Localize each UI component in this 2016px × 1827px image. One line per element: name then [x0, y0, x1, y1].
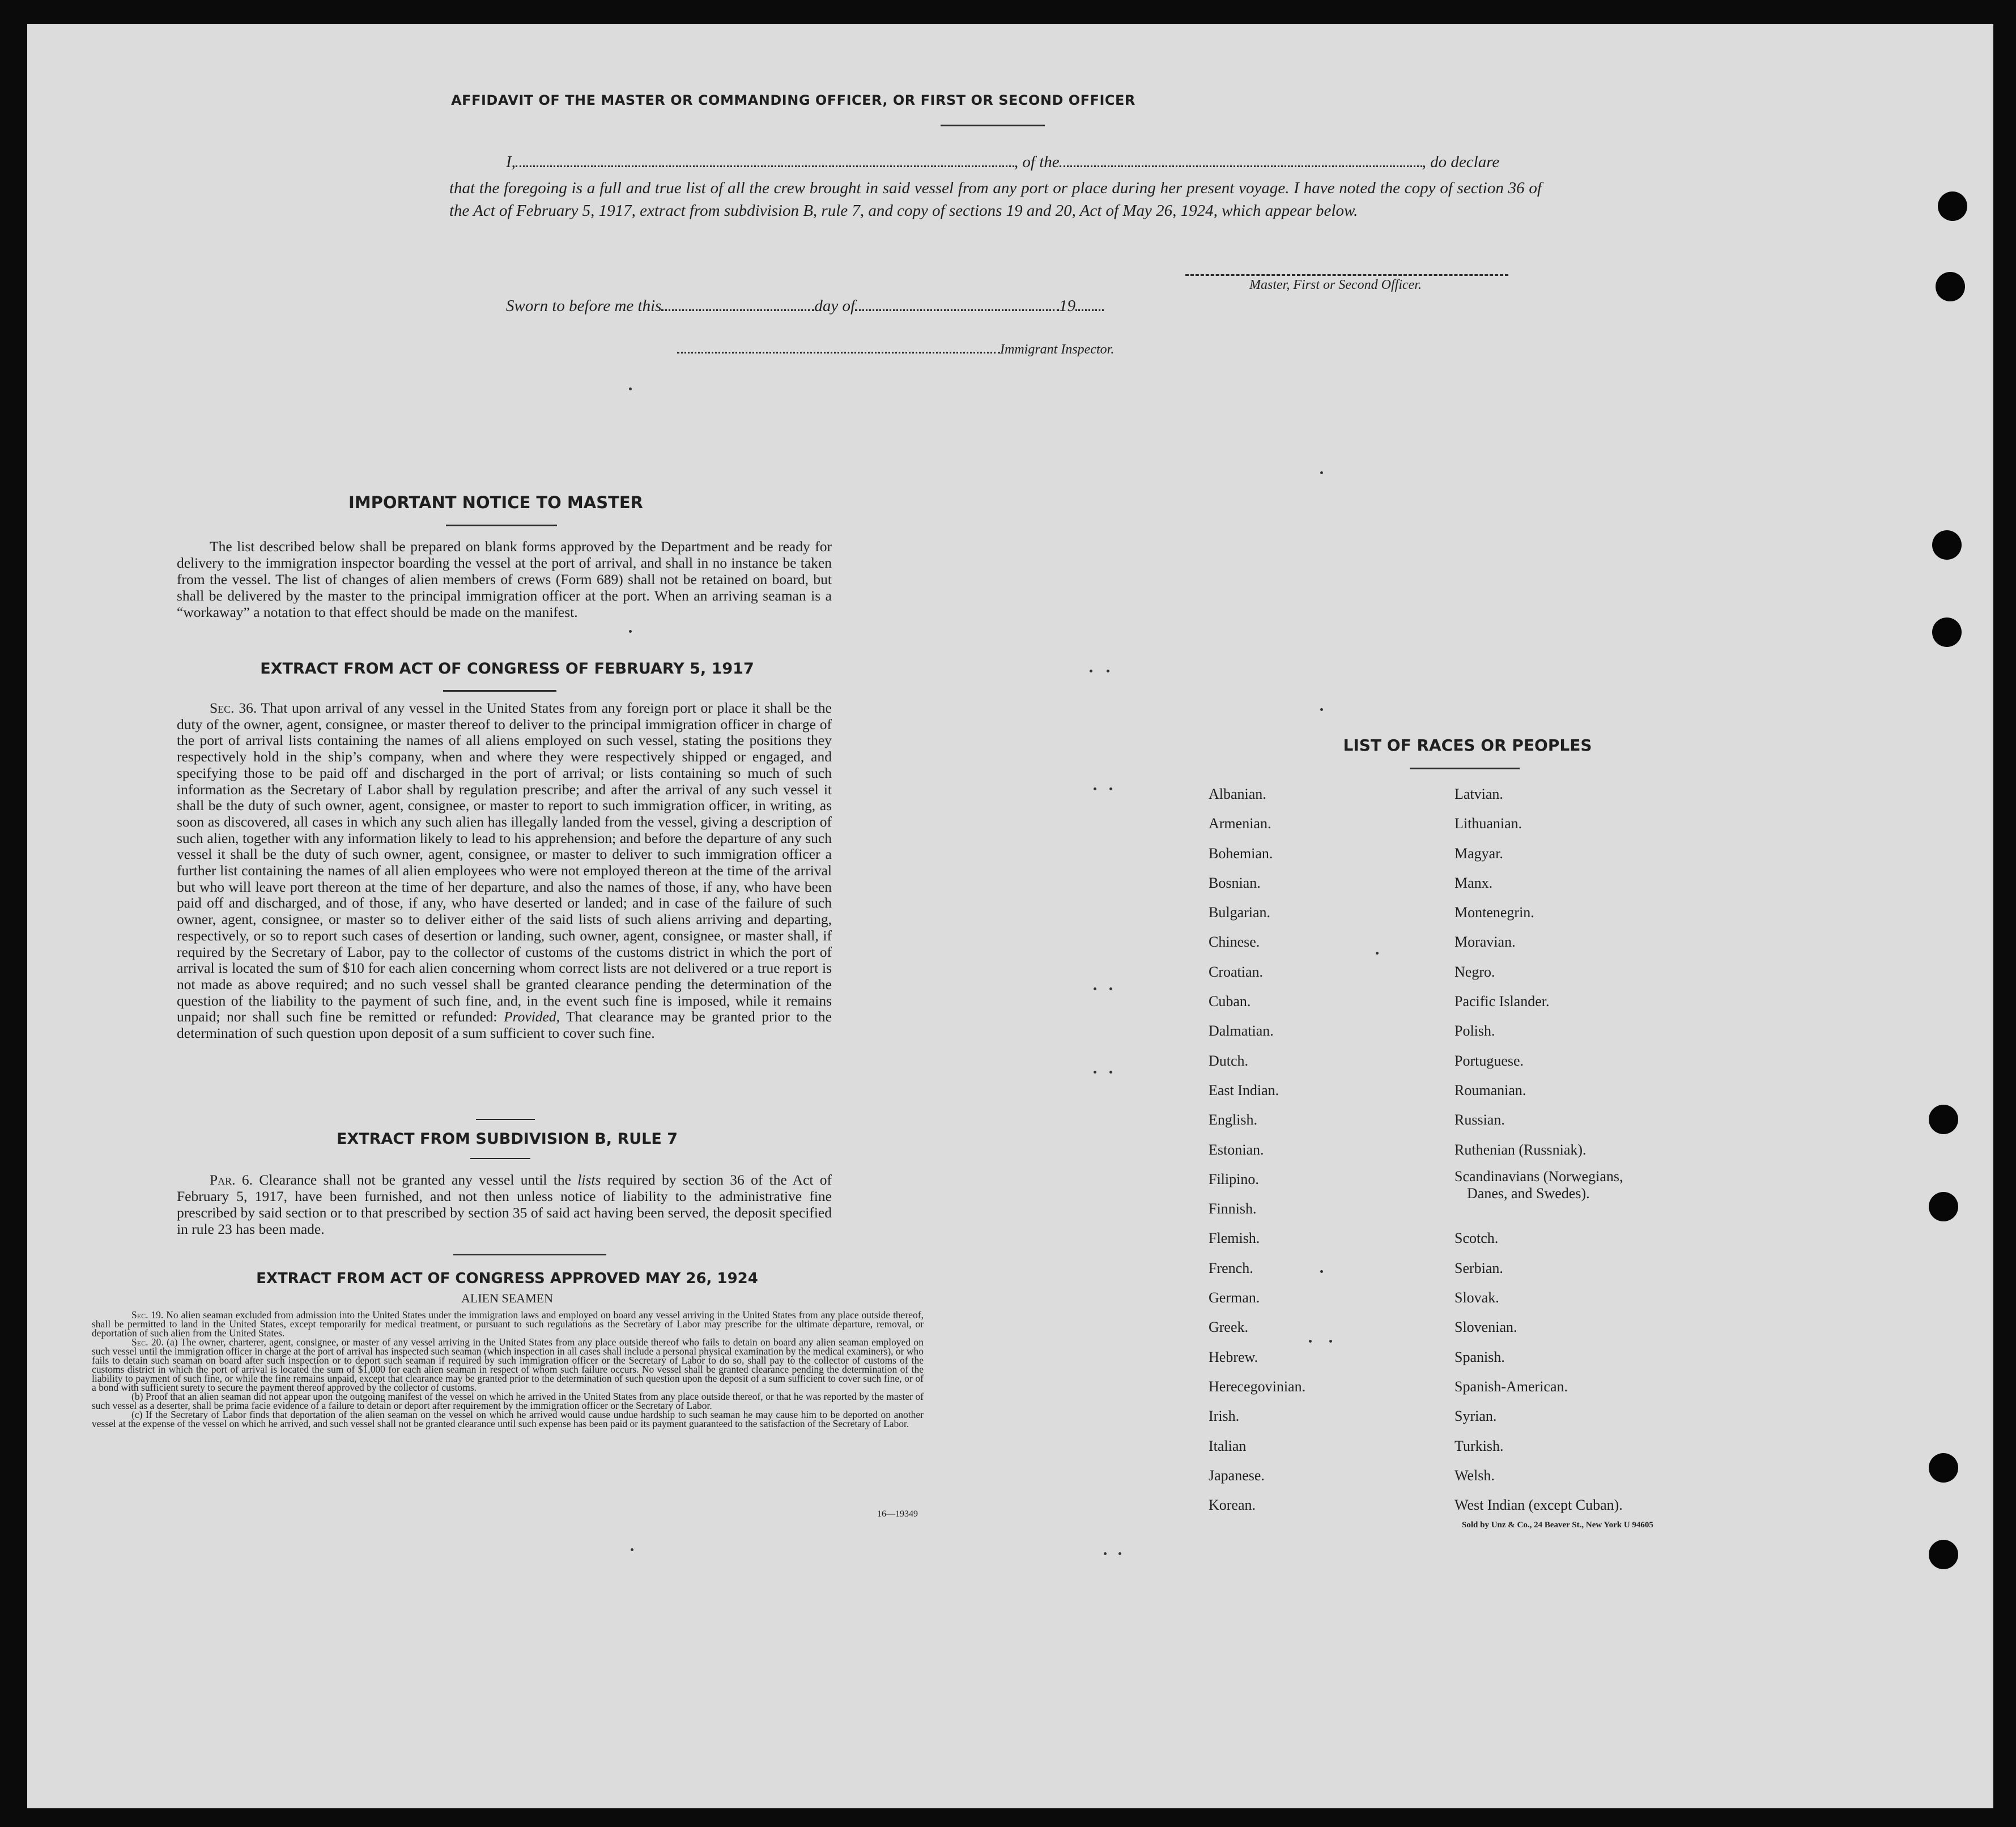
extract-1924-body [92, 1310, 924, 1428]
race-item: Lithuanian. [1454, 815, 1522, 832]
race-item: Montenegrin. [1454, 904, 1534, 921]
race-item [1454, 1165, 1749, 1224]
race-item: Chinese. [1209, 934, 1260, 951]
sec-20-label: Sec. 20. [131, 1336, 164, 1348]
rule-7-body [177, 1172, 832, 1237]
declarant-label: I, [506, 153, 516, 171]
race-item: Dutch. [1209, 1052, 1249, 1069]
races-title: LIST OF RACES OR PEOPLES [1343, 736, 1592, 755]
par-6-label: Par. 6. [210, 1172, 253, 1188]
extract-1917-body [177, 700, 832, 1042]
flyspeck [1104, 1552, 1107, 1555]
extract-1924-top-rule [453, 1254, 606, 1255]
inspector-caption: Immigrant Inspector. [1000, 342, 1115, 357]
race-item: Greek. [1209, 1319, 1249, 1336]
lists-word: lists [577, 1172, 601, 1188]
par-6-text-end: required by section 36 of the Act of February 5, 1917, have been furnished, and not then unless notice of liability to the administrative fine prescribed by said section or to that prescribed by section 35 of said act having been served, the deposit specified in rule 23 has been made. [177, 1172, 832, 1237]
rule-7-top-rule [476, 1119, 535, 1120]
flyspeck [1320, 708, 1323, 711]
provided-label: Provided, [504, 1008, 560, 1025]
race-item: Portuguese. [1454, 1052, 1524, 1069]
race-item: Hebrew. [1209, 1348, 1258, 1365]
race-item: French. [1209, 1259, 1253, 1276]
race-item: German. [1209, 1289, 1260, 1306]
flyspeck [1094, 787, 1096, 790]
sec-36-text-end: That clearance may be granted prior to the determination of such question upon deposit of a sum sufficient to cover such fine. [177, 1008, 832, 1042]
race-item: Manx. [1454, 874, 1493, 891]
affidavit-title: AFFIDAVIT OF THE MASTER OR COMMANDING OFFICER, OR FIRST OR SECOND OFFICER [451, 92, 1135, 108]
flyspeck [1107, 670, 1109, 672]
races-title-rule [1410, 768, 1520, 769]
flyspeck [1094, 1071, 1096, 1074]
race-item: Dalmatian. [1209, 1023, 1274, 1040]
race-item: Korean. [1209, 1497, 1256, 1514]
flyspeck [1118, 1552, 1121, 1555]
vessel-name-field[interactable] [1060, 165, 1422, 167]
flyspeck [1329, 1340, 1332, 1343]
flyspeck [629, 387, 632, 390]
sec-36-label: Sec. 36. [210, 700, 257, 716]
race-item: Cuban. [1209, 993, 1251, 1010]
sworn-day-field[interactable] [661, 309, 814, 311]
sworn-label: Sworn to before me this [506, 297, 662, 315]
inspector-signature-field[interactable] [677, 352, 1000, 354]
flyspeck [1109, 987, 1112, 990]
sec-19-text: No alien seaman excluded from admission into the United States under the immigration laws and employed on board any vessel arriving in the United States from any place outside thereof, shall be permitted to land in the United States, except temporarily for medical treatment, or pursuant to such regulations as the Secretary of Labor may prescribe for the ultimate departure, removal, or deportation of such alien from the United States. [92, 1309, 924, 1339]
flyspeck [1109, 1071, 1112, 1074]
race-item: Italian [1209, 1437, 1247, 1454]
sworn-month-field[interactable] [855, 309, 1059, 311]
races-right-column [1454, 780, 1749, 1520]
races-left-column [1209, 780, 1424, 1520]
sec-36-text: That upon arrival of any vessel in the United States from any foreign port or place it shall be the duty of the owner, agent, consignee, or master thereof to deliver to the principal immigration officer in charge of the port of arrival lists containing the names of all aliens employed on such vessel, stating the positions they respectively hold in the ship’s company, when and where they were respectively shipped or engaged, and specifying those to be paid off and discharged in the port of arrival; or lists containing so much of such information as the Secretary of Labor shall by regulation prescribe; and after the arrival of any such vessel it shall be the duty of such owner, agent, consignee, or master to report to such immigration officer, in writing, as soon as discovered, all cases in which any such alien has illegally landed from the vessel, giving a description of such alien, together with any information likely to lead to his apprehension; and before the departure of any such vessel it shall be the duty of such owner, agent, consignee, or master to deliver to such immigration officer a further list containing the names of all alien employees who were not employed thereon at the time of the arrival but who will leave port thereon at the time of her departure, and also the names of those, if any, who have been paid off and discharged, and of those, if any, who have deserted or landed; and in case of the failure of such owner, agent, consignee, or master so to deliver either of the said lists of such aliens arriving and departing, respectively, or so to report such cases of desertion or landing, such owner, agent, consignee, or master shall, if required by the Secretary of Labor, pay to the collector of customs of the customs district in which the port of arrival is located the sum of $10 for each alien concerning whom correct lists are not delivered or a true report is not made as above required; and no such vessel shall be granted clearance pending the determination of the question of the liability to the payment of such fine, and, in the event such fine is imposed, while it remains unpaid; nor shall such fine be remitted or refunded: [177, 700, 832, 1025]
race-item-line: Scandinavians (Norwegians, [1454, 1168, 1623, 1185]
race-item-line: Danes, and Swedes). [1467, 1185, 1590, 1202]
race-item: Armenian. [1209, 815, 1271, 832]
race-item: Ruthenian (Russniak). [1454, 1141, 1587, 1158]
flyspeck [629, 630, 632, 633]
race-item: Russian. [1454, 1111, 1505, 1128]
declarant-name-field[interactable] [516, 165, 1014, 167]
flyspeck [1094, 987, 1096, 990]
sworn-line [506, 297, 1104, 316]
race-item: Turkish. [1454, 1437, 1504, 1454]
race-item: Flemish. [1209, 1230, 1260, 1247]
notice-title-rule [446, 525, 557, 526]
race-item: Estonian. [1209, 1141, 1264, 1158]
race-item: Filipino. [1209, 1170, 1259, 1187]
par-6-text: Clearance shall not be granted any vessel until the [259, 1172, 571, 1188]
race-item: Slovenian. [1454, 1319, 1517, 1336]
affidavit-declaration-line [506, 153, 1543, 172]
flyspeck [1376, 952, 1379, 955]
alien-seamen-subtitle: ALIEN SEAMEN [461, 1291, 553, 1305]
sec-20c-text: (c) If the Secretary of Labor finds that deportation of the alien seaman on the vessel on which he arrived would cause undue hardship to such seaman he may cause him to be deported on another vessel at the expense of the vessel on which he arrived, and such vessel shall not be granted clearance until such expense has been paid or its payment guaranteed to the satisfaction of the Secretary of Labor. [92, 1409, 924, 1429]
flyspeck [1090, 670, 1092, 672]
flyspeck [1320, 471, 1323, 474]
race-item: Bosnian. [1209, 874, 1261, 891]
master-signature-line[interactable] [1185, 274, 1508, 276]
race-item: Japanese. [1209, 1467, 1265, 1484]
race-item: Negro. [1454, 963, 1495, 980]
race-item: Herecegovinian. [1209, 1378, 1306, 1395]
race-item: Serbian. [1454, 1259, 1503, 1276]
race-item: Albanian. [1209, 786, 1266, 802]
race-item: Scotch. [1454, 1230, 1499, 1247]
rule-7-title: EXTRACT FROM SUBDIVISION B, RULE 7 [336, 1130, 678, 1148]
race-item: Polish. [1454, 1023, 1495, 1040]
race-item: Croatian. [1209, 963, 1264, 980]
notice-title: IMPORTANT NOTICE TO MASTER [348, 493, 644, 512]
vendor-imprint: Sold by Unz & Co., 24 Beaver St., New York U 94605 [1462, 1521, 1653, 1530]
race-item: Bohemian. [1209, 845, 1273, 862]
flyspeck [631, 1548, 633, 1551]
flyspeck [1309, 1340, 1312, 1343]
extract-1917-title: EXTRACT FROM ACT OF CONGRESS OF FEBRUARY 5, 1917 [260, 660, 754, 678]
race-item: Slovak. [1454, 1289, 1499, 1306]
race-item: Moravian. [1454, 934, 1516, 951]
race-item: Roumanian. [1454, 1081, 1526, 1098]
race-item: East Indian. [1209, 1081, 1279, 1098]
race-item: Latvian. [1454, 786, 1503, 802]
declare-label: , do declare [1422, 153, 1500, 171]
day-of-label: day of [814, 297, 856, 315]
notice-body: The list described below shall be prepared on blank forms approved by the Department and be ready for delivery to the immigration inspector boarding the vessel at the port of arrival, and shall in no instance be taken from the vessel. The list of changes of alien members of crews (Form 689) shall not be retained on board, but shall be delivered by the master to the principal immigration officer at the port. When an arriving seaman is a “workaway” a notation to that effect should be made on the manifest. [177, 538, 832, 620]
race-item: Pacific Islander. [1454, 993, 1550, 1010]
flyspeck [1109, 787, 1112, 790]
sec-20b-text: (b) Proof that an alien seaman did not appear upon the outgoing manifest of the vessel on which he arrived in the United States from any place outside thereof, or that he was reported by the master of such vessel as a deserter, shall be prima facie evidence of a failure to detain or deport after requirement by the immigration officer or the Secretary of Labor. [92, 1391, 924, 1411]
race-item: Spanish-American. [1454, 1378, 1568, 1395]
race-item: West Indian (except Cuban). [1454, 1497, 1623, 1514]
rule-7-rule [470, 1158, 530, 1159]
race-item: Spanish. [1454, 1348, 1505, 1365]
sec-20a-text: (a) The owner, charterer, agent, consignee, or master of any vessel arriving in the United States from any place outside thereof who fails to detain on board any alien seaman employed on such vessel until the immigration officer in charge at the port of arrival has inspected such seaman (which inspection in all cases shall include a personal physical examination by the medical examiners), or who fails to detain such seaman on board after such inspection or to deport such seaman if required by such immigration officer or the Secretary of Labor to do so, shall pay to the collector of customs of the customs district in which the port of arrival is located the sum of $1,000 for each alien seaman in respect of whom such failure occurs. No vessel shall be granted clearance pending the determination of the liability to payment of such fine, or while the fine remains unpaid, except that clearance may be granted prior to the determination of such question upon the deposit of a sum sufficient to cover such fine, or of a bond with sufficient surety to secure the payment thereof approved by the collector of customs. [92, 1336, 924, 1393]
sec-19-label: Sec. 19. [131, 1309, 164, 1321]
race-item: Syrian. [1454, 1408, 1497, 1425]
master-signature-caption: Master, First or Second Officer. [1249, 278, 1422, 292]
title-rule [941, 125, 1045, 126]
race-item: Magyar. [1454, 845, 1503, 862]
flyspeck [1320, 1270, 1323, 1273]
race-item: Finnish. [1209, 1200, 1257, 1217]
vessel-label: , of the [1014, 153, 1060, 171]
form-number: 16—19349 [877, 1509, 918, 1519]
race-item: Irish. [1209, 1408, 1240, 1425]
extract-1917-rule [443, 690, 556, 692]
extract-1924-title: EXTRACT FROM ACT OF CONGRESS APPROVED MAY 26, 1924 [256, 1270, 758, 1287]
race-item: Welsh. [1454, 1467, 1495, 1484]
race-item: Bulgarian. [1209, 904, 1271, 921]
sworn-year-field[interactable] [1075, 309, 1104, 311]
year-label: 19 [1059, 297, 1076, 315]
race-item: English. [1209, 1111, 1257, 1128]
affidavit-body: that the foregoing is a full and true list of all the crew brought in said vessel from any port or place during her present voyage. I have noted the copy of section 36 of the Act of February 5, 1917, extract from subdivision B, rule 7, and copy of sections 19 and 20, Act of May 26, 1924, which appear below. [449, 179, 1542, 220]
inspector-line [677, 342, 1114, 357]
